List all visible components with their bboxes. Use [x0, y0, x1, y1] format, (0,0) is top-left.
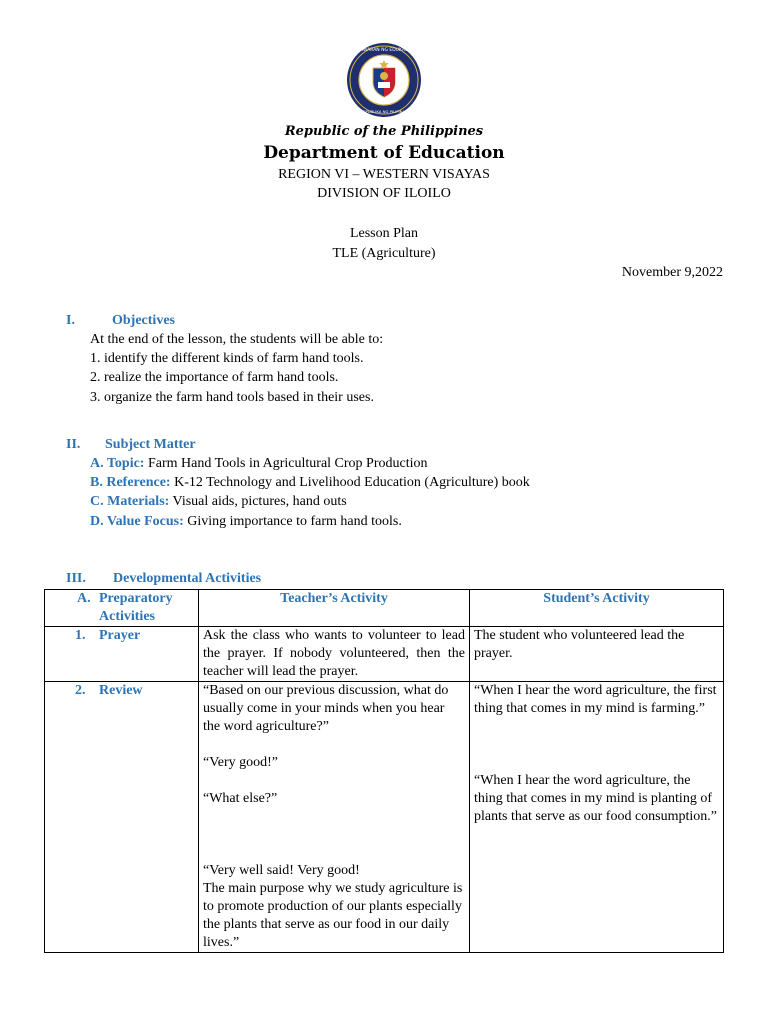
header-cell-student: Student’s Activity — [470, 590, 724, 627]
objective-item: 1. identify the different kinds of farm hand tools. — [90, 351, 364, 366]
teacher-activity-cell: Ask the class who wants to volunteer to lead the prayer. If nobody volunteered, then the teacher will lead the prayer. — [199, 627, 470, 682]
section-activities-heading — [66, 571, 261, 587]
materials-label: C. Materials: — [90, 494, 170, 509]
topic-label: A. Topic: — [90, 456, 145, 471]
header-line2: Activities — [99, 609, 155, 624]
division-line: DIVISION OF ILOILO — [317, 186, 451, 201]
region-line: REGION VI – WESTERN VISAYAS — [278, 167, 490, 182]
svg-text:KAGAWARAN NG EDUKASYON: KAGAWARAN NG EDUKASYON — [350, 48, 418, 53]
value-focus-label: D. Value Focus: — [90, 514, 184, 529]
table-row-prayer — [45, 627, 724, 682]
teacher-line: “What else?” — [203, 791, 278, 806]
table-header-row — [45, 590, 724, 627]
subject-matter-materials — [90, 494, 347, 510]
header-cell-preparatory — [45, 590, 199, 627]
reference-value: K-12 Technology and Livelihood Education (Agriculture) book — [170, 475, 530, 490]
republic-heading: Republic of the Philippines — [284, 124, 484, 139]
department-heading: Department of Education — [263, 143, 505, 163]
student-activity-cell: The student who volunteered lead the prayer. — [470, 627, 724, 682]
svg-text:REPUBLIKA NG PILIPINAS: REPUBLIKA NG PILIPINAS — [360, 109, 408, 114]
section-title: Objectives — [112, 313, 175, 328]
section-subject-matter-heading — [66, 437, 196, 453]
student-line: “When I hear the word agriculture, the first thing that comes in my mind is farming.” — [474, 683, 717, 716]
header-line1: Preparatory — [99, 591, 173, 606]
subject-matter-reference — [90, 475, 530, 491]
student-activity-cell — [470, 682, 724, 953]
objective-item: 2. realize the importance of farm hand tools. — [90, 370, 339, 385]
section-number: III. — [66, 571, 86, 586]
activities-table — [44, 589, 724, 953]
teacher-line: “Very well said! Very good! — [203, 863, 360, 878]
doc-type-line: Lesson Plan — [349, 226, 419, 241]
row-label: Prayer — [99, 628, 141, 643]
teacher-activity-cell — [199, 682, 470, 953]
row-label: Review — [99, 683, 143, 698]
header-cell-teacher: Teacher’s Activity — [199, 590, 470, 627]
subject-line: TLE (Agriculture) — [332, 246, 436, 261]
row-label-cell — [45, 682, 199, 953]
section-title: Developmental Activities — [113, 571, 262, 586]
section-objectives-heading — [66, 313, 175, 329]
section-title: Subject Matter — [105, 437, 196, 452]
topic-value: Farm Hand Tools in Agricultural Crop Production — [144, 456, 428, 471]
teacher-line: “Very good!” — [203, 755, 279, 770]
objective-item: 3. organize the farm hand tools based in their uses. — [90, 390, 374, 405]
table-row-review — [45, 682, 724, 953]
subject-matter-topic — [90, 456, 427, 472]
teacher-line: “Based on our previous discussion, what do usually come in your minds when you hear the word agriculture?” — [203, 683, 449, 734]
section-number: I. — [66, 313, 75, 328]
objectives-intro: At the end of the lesson, the students will be able to: — [90, 332, 384, 347]
row-number: 2. — [75, 683, 86, 698]
materials-value: Visual aids, pictures, hand outs — [169, 494, 347, 509]
section-number: II. — [66, 437, 81, 452]
student-line: “When I hear the word agriculture, the thing that comes in my mind is planting of plants that serve as our food consumption.” — [474, 773, 718, 824]
header-letter: A. — [77, 591, 91, 606]
deped-seal-logo — [346, 42, 422, 118]
subject-matter-value-focus — [90, 514, 402, 530]
value-focus-value: Giving importance to farm hand tools. — [183, 514, 402, 529]
date: November 9,2022 — [621, 265, 723, 280]
row-number: 1. — [75, 628, 86, 643]
teacher-line: The main purpose why we study agriculture is to promote production of our plants especially the plants that serve as our food in our daily lives.” — [203, 881, 463, 950]
reference-label: B. Reference: — [90, 475, 171, 490]
row-label-cell — [45, 627, 199, 682]
